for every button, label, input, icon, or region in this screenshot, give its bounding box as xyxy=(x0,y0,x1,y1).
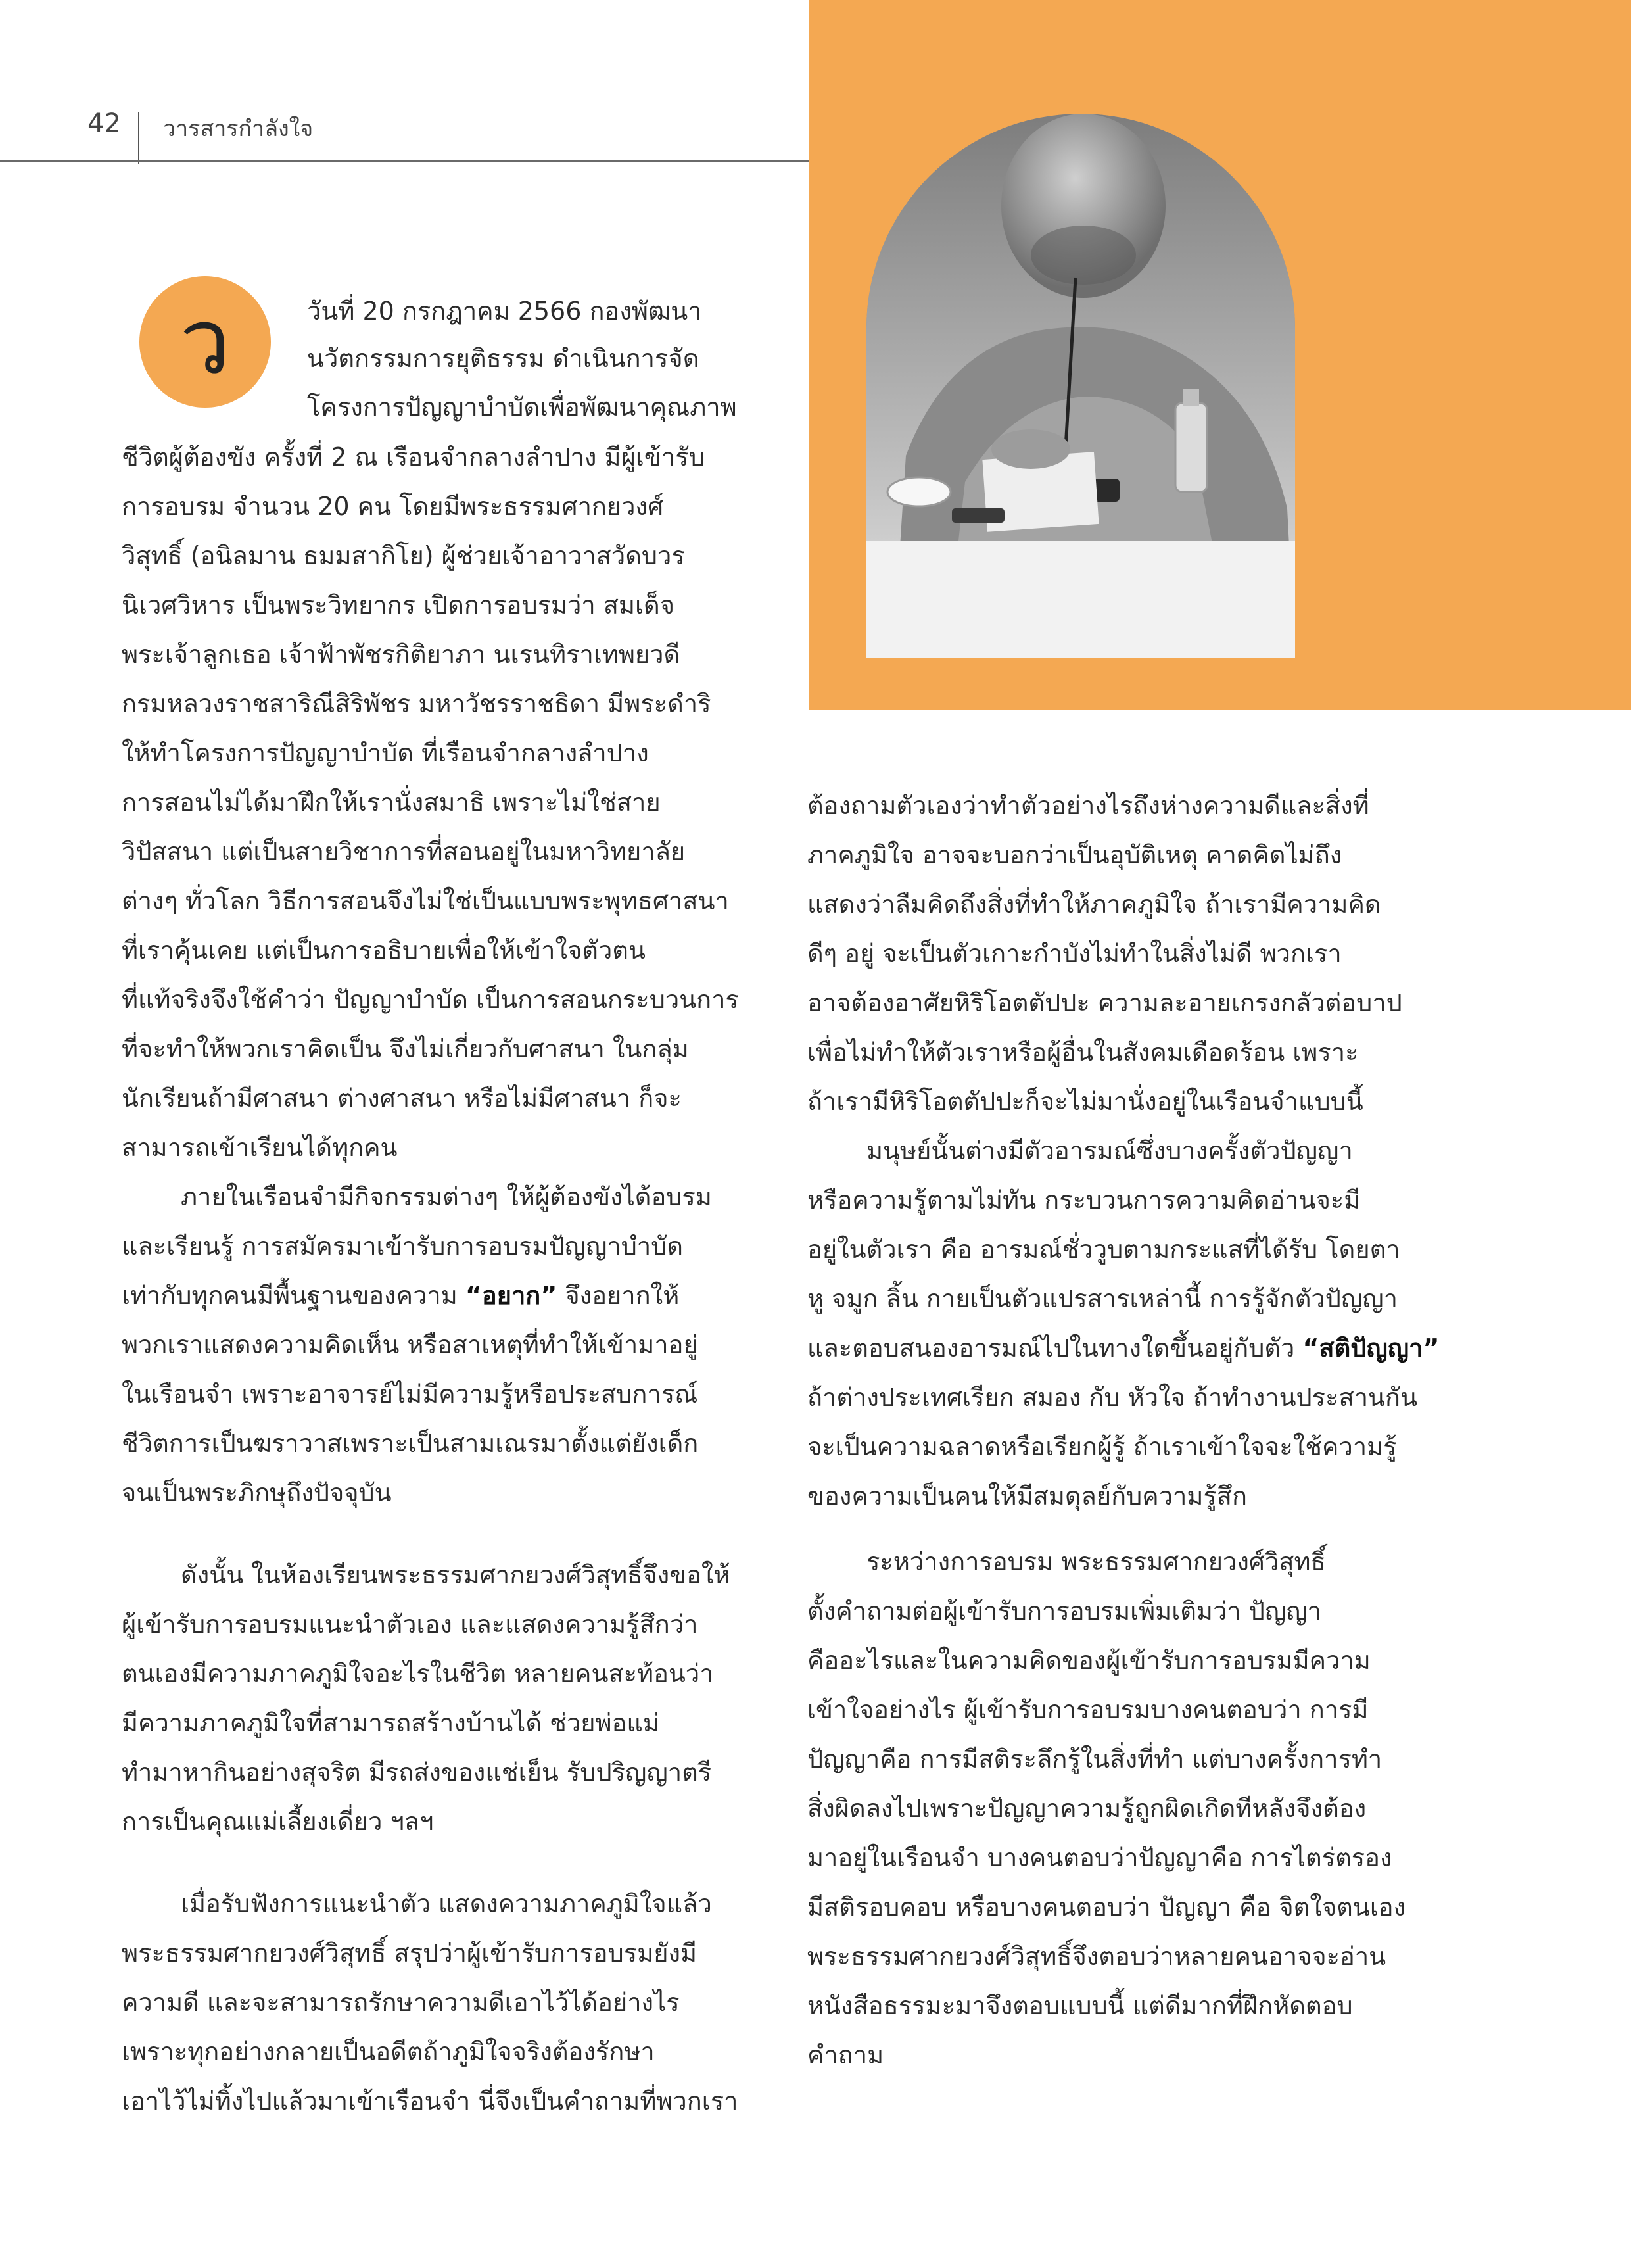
drop-cap: ว xyxy=(139,276,271,408)
text-line: ตั้งคำถามต่อผู้เข้ารับการอบรมเพิ่มเติมว่า ปัญญา xyxy=(807,1597,1321,1626)
text-line: ทำมาหากินอย่างสุจริต มีรถส่งของแช่เย็น รับปริญญาตรี xyxy=(122,1758,712,1787)
text-line: ที่เราคุ้นเคย แต่เป็นการอธิบายเพื่อให้เข้าใจตัวตน xyxy=(122,936,646,965)
text-line: แสดงว่าลืมคิดถึงสิ่งที่ทำให้ภาคภูมิใจ ถ้าเรามีความคิด xyxy=(807,890,1381,919)
text-line: ตนเองมีความภาคภูมิใจอะไรในชีวิต หลายคนสะท้อนว่า xyxy=(122,1659,714,1688)
text-line: มนุษย์นั้นต่างมีตัวอารมณ์ซึ่งบางครั้งตัวปัญญา xyxy=(866,1136,1353,1165)
text-line: หู จมูก ลิ้น กายเป็นตัวแปรสารเหล่านี้ การรู้จักตัวปัญญา xyxy=(807,1284,1398,1313)
text-line: อาจต้องอาศัยหิริโอตตัปปะ ความละอายเกรงกลัวต่อบาป xyxy=(807,988,1402,1017)
page-number: 42 xyxy=(87,109,121,139)
text-line: พระธรรมศากยวงศ์วิสุทธิ์ สรุปว่าผู้เข้ารับการอบรมยังมี xyxy=(122,1939,697,1967)
text-line: ให้ทำโครงการปัญญาบำบัด ที่เรือนจำกลางลำปาง xyxy=(122,738,649,767)
text-line: มีความภาคภูมิใจที่สามารถสร้างบ้านได้ ช่วยพ่อแม่ xyxy=(122,1708,659,1737)
text-line: ในเรือนจำ เพราะอาจารย์ไม่มีความรู้หรือประสบการณ์ xyxy=(122,1380,698,1409)
text-segment: จึงอยากให้ xyxy=(565,1281,680,1310)
text-line: อยู่ในตัวเรา คือ อารมณ์ชั่ววูบตามกระแสที่ได้รับ โดยตา xyxy=(807,1235,1400,1264)
text-line: การสอนไม่ได้มาฝึกให้เรานั่งสมาธิ เพราะไม่ใช่สาย xyxy=(122,788,661,817)
text-line: ความดี และจะสามารถรักษาความดีเอาไว้ได้อย่างไร xyxy=(122,1988,680,2017)
text-line: การเป็นคุณแม่เลี้ยงเดี่ยว ฯลฯ xyxy=(122,1807,434,1836)
text-line: เอาไว้ไม่ทิ้งไปแล้วมาเข้าเรือนจำ นี่จึงเป็นคำถามที่พวกเรา xyxy=(122,2087,738,2115)
emphasis-text: “สติปัญญา” xyxy=(1302,1334,1440,1363)
text-line: ดีๆ อยู่ จะเป็นตัวเกาะกำบังไม่ทำในสิ่งไม่ดี พวกเรา xyxy=(807,939,1342,968)
monk-writing-photo xyxy=(866,114,1295,658)
text-line: ต้องถามตัวเองว่าทำตัวอย่างไรถึงห่างความดีและสิ่งที่ xyxy=(807,791,1369,820)
header-separator xyxy=(138,112,139,164)
text-line: เข้าใจอย่างไร ผู้เข้ารับการอบรมบางคนตอบว่า การมี xyxy=(807,1695,1369,1724)
emphasis-text: “อยาก” xyxy=(465,1281,557,1310)
text-line: ภายในเรือนจำมีกิจกรรมต่างๆ ให้ผู้ต้องขังได้อบรม xyxy=(181,1182,712,1211)
text-segment: และตอบสนองอารมณ์ไปในทางใดขึ้นอยู่กับตัว xyxy=(807,1334,1295,1363)
text-line: ภาคภูมิใจ อาจจะบอกว่าเป็นอุบัติเหตุ คาดคิดไม่ถึง xyxy=(807,840,1342,869)
text-line: เพราะทุกอย่างกลายเป็นอดีตถ้าภูมิใจจริงต้องรักษา xyxy=(122,2037,655,2066)
text-line: ถ้าต่างประเทศเรียก สมอง กับ หัวใจ ถ้าทำงานประสานกัน xyxy=(807,1383,1417,1412)
text-line: เพื่อไม่ทำให้ตัวเราหรือผู้อื่นในสังคมเดือดร้อน เพราะ xyxy=(807,1038,1359,1067)
text-line: ดังนั้น ในห้องเรียนพระธรรมศากยวงศ์วิสุทธิ์จึงขอให้ xyxy=(181,1560,730,1589)
text-line: จนเป็นพระภิกษุถึงปัจจุบัน xyxy=(122,1478,392,1507)
text-line: และเรียนรู้ การสมัครมาเข้ารับการอบรมปัญญาบำบัด xyxy=(122,1232,683,1261)
text-line: พวกเราแสดงความคิดเห็น หรือสาเหตุที่ทำให้เข้ามาอยู่ xyxy=(122,1330,698,1359)
text-line: พระธรรมศากยวงศ์วิสุทธิ์จึงตอบว่าหลายคนอาจจะอ่าน xyxy=(807,1942,1386,1971)
text-line: สามารถเข้าเรียนได้ทุกคน xyxy=(122,1133,398,1162)
text-line: หรือความรู้ตามไม่ทัน กระบวนการความคิดอ่านจะมี xyxy=(807,1186,1361,1215)
text-line: วิสุทธิ์ (อนิลมาน ธมมสากิโย) ผู้ช่วยเจ้าอาวาสวัดบวร xyxy=(122,541,685,570)
text-line: ที่แท้จริงจึงใช้คำว่า ปัญญาบำบัด เป็นการสอนกระบวนการ xyxy=(122,985,739,1014)
text-line: ปัญญาคือ การมีสติระลึกรู้ในสิ่งที่ทำ แต่บางครั้งการทำ xyxy=(807,1745,1383,1773)
text-segment: เท่ากับทุกคนมีพื้นฐานของความ xyxy=(122,1281,458,1310)
photo-illustration xyxy=(866,114,1295,658)
text-line: ระหว่างการอบรม พระธรรมศากยวงศ์วิสุทธิ์ xyxy=(866,1547,1326,1576)
text-line: มีสติรอบคอบ หรือบางคนตอบว่า ปัญญา คือ จิตใจตนเอง xyxy=(807,1893,1406,1921)
text-line: จะเป็นความฉลาดหรือเรียกผู้รู้ ถ้าเราเข้าใจจะใช้ความรู้ xyxy=(807,1432,1397,1461)
text-line: ที่จะทำให้พวกเราคิดเป็น จึงไม่เกี่ยวกับศาสนา ในกลุ่ม xyxy=(122,1034,689,1063)
journal-name: วารสารกำลังใจ xyxy=(163,116,314,142)
header-rule xyxy=(0,160,809,162)
text-line: หนังสือธรรมะมาจึงตอบแบบนี้ แต่ดีมากที่ฝึกหัดตอบ xyxy=(807,1991,1353,2020)
text-line: ของความเป็นคนให้มีสมดุลย์กับความรู้สึก xyxy=(807,1482,1247,1510)
text-line: กรมหลวงราชสาริณีสิริพัชร มหาวัชรราชธิดา มีพระดำริ xyxy=(122,689,711,718)
text-line: ชีวิตผู้ต้องขัง ครั้งที่ 2 ณ เรือนจำกลางลำปาง มีผู้เข้ารับ xyxy=(122,443,705,471)
text-line: พระเจ้าลูกเธอ เจ้าฟ้าพัชรกิติยาภา นเรนทิราเทพยวดี xyxy=(122,640,680,669)
text-line: การอบรม จำนวน 20 คน โดยมีพระธรรมศากยวงศ์ xyxy=(122,492,664,521)
text-line: วันที่ 20 กรกฎาคม 2566 กองพัฒนา xyxy=(307,297,702,326)
text-line: มาอยู่ในเรือนจำ บางคนตอบว่าปัญญาคือ การไตร่ตรอง xyxy=(807,1843,1392,1872)
text-line: นักเรียนถ้ามีศาสนา ต่างศาสนา หรือไม่มีศาสนา ก็จะ xyxy=(122,1084,682,1113)
text-line xyxy=(122,1279,679,1312)
text-line: สิ่งผิดลงไปเพราะปัญญาความรู้ถูกผิดเกิดทีหลังจึงต้อง xyxy=(807,1794,1367,1823)
text-line: ผู้เข้ารับการอบรมแนะนำตัวเอง และแสดงความรู้สึกว่า xyxy=(122,1610,698,1639)
text-line: คืออะไรและในความคิดของผู้เข้ารับการอบรมมีความ xyxy=(807,1646,1371,1675)
text-line: นิเวศวิหาร เป็นพระวิทยากร เปิดการอบรมว่า สมเด็จ xyxy=(122,591,674,619)
text-line: ชีวิตการเป็นฆราวาสเพราะเป็นสามเณรมาตั้งแต่ยังเด็ก xyxy=(122,1429,699,1458)
text-line: เมื่อรับฟังการแนะนำตัว แสดงความภาคภูมิใจแล้ว xyxy=(181,1889,712,1918)
text-line: คำถาม xyxy=(807,2040,884,2069)
text-line: ถ้าเรามีหิริโอตตัปปะก็จะไม่มานั่งอยู่ในเรือนจำแบบนี้ xyxy=(807,1087,1363,1116)
text-line: วิปัสสนา แต่เป็นสายวิชาการที่สอนอยู่ในมหาวิทยาลัย xyxy=(122,837,686,866)
text-line: โครงการปัญญาบำบัดเพื่อพัฒนาคุณภาพ xyxy=(307,393,737,422)
text-line xyxy=(807,1332,1440,1364)
text-line: ต่างๆ ทั่วโลก วิธีการสอนจึงไม่ใช่เป็นแบบพระพุทธศาสนา xyxy=(122,886,729,915)
text-line: นวัตกรรมการยุติธรรม ดำเนินการจัด xyxy=(307,344,699,373)
